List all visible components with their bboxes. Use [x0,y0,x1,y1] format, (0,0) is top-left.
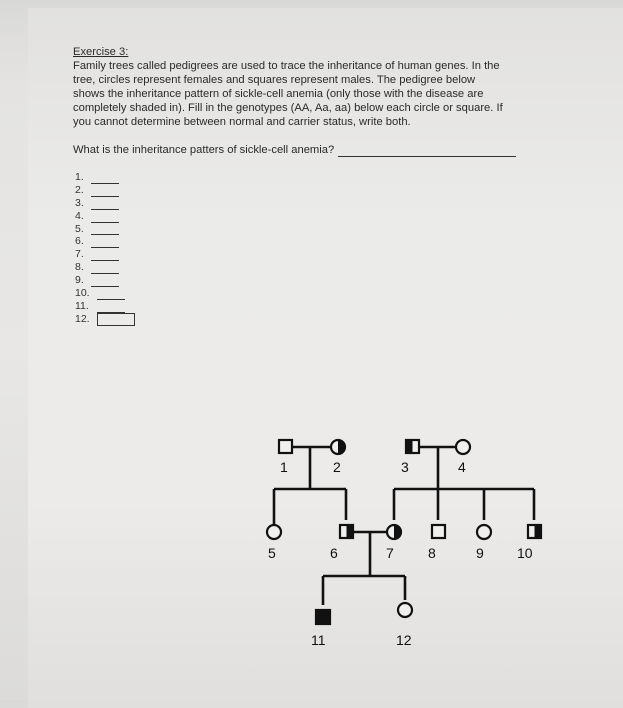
answer-number: 7. [75,248,84,261]
pedigree-label: 2 [333,459,341,475]
pedigree-label: 12 [396,632,412,648]
pedigree-label: 7 [386,545,394,561]
instruction-line: shows the inheritance pattern of sickle-cell anemia (only those with the disease are [73,88,484,100]
individual-6-square [340,525,353,538]
question-text: What is the inheritance patters of sickle-cell anemia? [73,144,335,156]
answer-number: 1. [75,170,84,183]
individual-11-square [316,610,330,624]
pedigree-label: 1 [280,459,288,475]
instruction-line: Family trees called pedigrees are used to trace the inheritance of human genes. In the [73,60,500,72]
individual-12-circle [398,603,412,617]
pedigree-label: 4 [458,459,466,475]
answer-number: 10. [75,287,90,299]
answer-number: 2. [75,183,84,196]
individual-1-square [279,440,292,453]
answer-number: 8. [75,261,84,274]
individual-10-square [528,525,541,538]
answer-number: 6. [75,235,84,248]
individual-3-square [406,440,419,453]
exercise-title: Exercise 3: [73,46,129,58]
individual-2-circle [331,440,345,454]
individual-9-circle [477,525,491,539]
individual-4-circle [456,440,470,454]
answer-number: 5. [75,222,84,235]
answer-number: 4. [75,209,84,222]
individual-5-circle [267,525,281,539]
instruction-line: you cannot determine between normal and carrier status, write both. [73,116,411,128]
answer-number: 12. [75,312,90,325]
pedigree-label: 5 [268,545,276,561]
pedigree-label: 11 [311,632,326,648]
pedigree-label: 9 [476,545,484,561]
pedigree-label: 10 [517,545,533,561]
answer-number: 3. [75,196,84,209]
individual-7-circle [387,525,401,539]
pedigree-label: 8 [428,545,436,561]
pedigree-label: 6 [330,545,338,561]
answer-number: 9. [75,274,84,287]
instruction-line: completely shaded in). Fill in the genotypes (AA, Aa, aa) below each circle or square. If [73,102,503,114]
individual-8-square [432,525,445,538]
answer-number: 11. [75,299,89,312]
pedigree-label: 3 [401,459,409,475]
instruction-line: tree, circles represent females and squares represent males. The pedigree below [73,74,476,86]
